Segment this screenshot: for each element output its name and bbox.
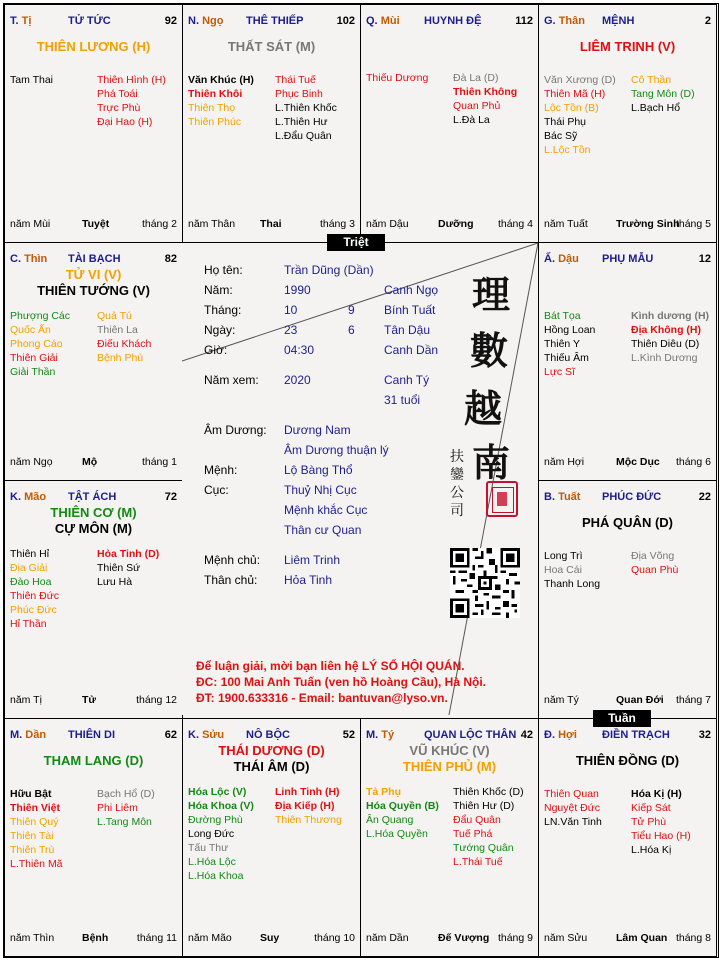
minor-star: Tuế Phá <box>453 828 493 840</box>
logo-char-3: 越 <box>464 386 503 431</box>
minor-star: L.Hóa Quyền <box>366 828 428 840</box>
palace-year: năm Mùi <box>10 218 51 230</box>
minor-star: Lưu Hà <box>97 576 133 588</box>
palace-number: 92 <box>164 15 177 27</box>
palace-number: 62 <box>164 729 177 741</box>
main-star: THIÊN ĐỒNG (D) <box>575 753 680 768</box>
hour-canchi: Canh Dần <box>384 343 439 357</box>
minor-star: Phục Binh <box>275 88 323 100</box>
year-label: Năm: <box>204 283 233 297</box>
palace-canchi: Đ. Hợi <box>544 729 577 741</box>
palace-name: TẬT ÁCH <box>68 491 117 503</box>
palace-name: HUYNH ĐỆ <box>424 15 482 27</box>
minor-star: Hỉ Thần <box>10 618 47 630</box>
minor-star: Thiên Quan <box>544 788 599 800</box>
logo-sub-4: 司 <box>450 503 464 519</box>
minor-star: L.Lộc Tồn <box>544 144 591 156</box>
minor-star: Hỏa Tinh (D) <box>97 548 160 560</box>
palace-month: tháng 6 <box>675 456 711 468</box>
minor-star: Nguyệt Đức <box>544 802 601 814</box>
minor-star: Tang Môn (D) <box>631 88 695 100</box>
palace-month: tháng 2 <box>141 218 177 230</box>
palace-ngo[interactable] <box>182 4 361 243</box>
palace-stage: Thai <box>260 218 282 230</box>
minor-star: Quan Phủ <box>453 100 501 112</box>
minor-star: L.Hóa Khoa <box>188 870 244 882</box>
palace-name: TỬ TỨC <box>68 15 111 27</box>
minor-star: Thiên La <box>97 324 138 336</box>
minor-star: Hóa Kị (H) <box>631 788 682 800</box>
minor-star: Văn Xương (D) <box>544 74 616 86</box>
main-star: THẤT SÁT (M) <box>227 39 316 54</box>
palace-year: năm Dần <box>366 932 409 944</box>
minor-star: Lộc Tồn (B) <box>544 102 599 114</box>
minor-star: Địa Võng <box>631 550 675 562</box>
minor-star: L.Kình Dương <box>631 352 698 364</box>
triet-marker: Triệt <box>327 234 385 251</box>
month-label: Tháng: <box>204 303 242 317</box>
minor-star: Phá Toái <box>97 88 138 100</box>
palace-hoi[interactable] <box>538 718 717 957</box>
logo-sub-1: 扶 <box>450 449 464 465</box>
month-value: 10 <box>284 303 298 317</box>
minor-star: L.Bạch Hổ <box>631 102 681 114</box>
day-lunar: 6 <box>348 323 355 337</box>
main-star: THIÊN TƯỚNG (V) <box>37 283 150 298</box>
minor-star: Thiên Khôi <box>188 88 243 100</box>
minor-star: Bác Sỹ <box>544 130 578 142</box>
palace-month: tháng 4 <box>497 218 533 230</box>
palace-number: 102 <box>336 15 355 27</box>
minor-star: Phong Cáo <box>10 338 63 350</box>
minor-star: Thiên Thọ <box>188 102 236 114</box>
hour-label: Giờ: <box>204 343 228 357</box>
palace-number: 82 <box>164 253 177 265</box>
menhchu-label: Mệnh chủ: <box>204 553 261 567</box>
month-lunar: 9 <box>348 303 355 317</box>
palace-month: tháng 10 <box>314 932 355 944</box>
palace-month: tháng 1 <box>141 456 177 468</box>
palace-than[interactable] <box>538 4 717 243</box>
minor-star: Quốc Ấn <box>10 324 51 336</box>
palace-name: THIÊN DI <box>68 729 116 741</box>
minor-star: Thiên Trù <box>10 844 55 856</box>
minor-star: Thanh Long <box>544 578 601 590</box>
palace-suu[interactable] <box>182 718 361 957</box>
palace-tuat[interactable] <box>538 480 717 719</box>
minor-star: Kình dương (H) <box>631 310 710 322</box>
palace-year: năm Tuất <box>544 218 588 230</box>
view-year-canchi: Canh Tý <box>384 373 430 387</box>
center-info-panel <box>182 243 538 715</box>
palace-canchi: N. Ngọ <box>188 15 224 27</box>
palace-canchi: B. Tuất <box>544 491 581 503</box>
minor-star: Thiên Không <box>453 86 518 98</box>
day-label: Ngày: <box>204 323 236 337</box>
minor-star: Văn Khúc (H) <box>188 74 254 86</box>
palace-year: năm Sửu <box>544 932 588 944</box>
palace-canchi: M. Dần <box>10 729 47 741</box>
main-star: THAM LANG (D) <box>43 753 144 768</box>
minor-star: Địa Giải <box>10 562 48 574</box>
minor-star: Tả Phụ <box>366 786 402 798</box>
main-star: TỬ VI (V) <box>65 267 122 282</box>
palace-number: 32 <box>698 729 711 741</box>
logo-sub-3: 公 <box>450 485 464 501</box>
minor-star: Phúc Đức <box>10 604 57 616</box>
view-year-label: Năm xem: <box>204 373 259 387</box>
minor-star: Hóa Lộc (V) <box>188 786 247 798</box>
minor-star: Thiên Y <box>544 338 580 350</box>
palace-stage: Suy <box>260 932 280 944</box>
minor-star: Cô Thần <box>631 74 672 86</box>
day-canchi: Tân Dậu <box>384 323 431 337</box>
menhchu-value: Liêm Trinh <box>284 553 341 567</box>
day-value: 23 <box>284 323 298 337</box>
minor-star: Hóa Khoa (V) <box>188 800 254 812</box>
minor-star: Đại Hao (H) <box>97 116 153 128</box>
palace-number: 52 <box>342 729 355 741</box>
palace-name: PHỤ MẪU <box>602 253 654 265</box>
palace-year: năm Thân <box>188 218 236 230</box>
palace-name: QUAN LỘC THÂN <box>424 729 517 741</box>
minor-star: Đường Phù <box>188 814 243 826</box>
menh-value: Lộ Bàng Thổ <box>284 463 353 477</box>
amduong-label: Âm Dương: <box>204 423 267 437</box>
thanchu-label: Thân chủ: <box>204 573 258 587</box>
minor-star: Thiếu Âm <box>544 352 589 364</box>
minor-star: L.Đẩu Quân <box>275 130 332 142</box>
minor-star: Thiên Hỉ <box>10 548 50 560</box>
palace-number: 2 <box>704 15 711 27</box>
palace-number: 112 <box>515 15 533 27</box>
minor-star: Thiên Mã (H) <box>544 88 606 100</box>
palace-ty[interactable] <box>360 718 539 957</box>
menh-label: Mệnh: <box>204 463 238 477</box>
palace-stage: Tử <box>82 694 97 706</box>
palace-thin[interactable] <box>4 242 183 481</box>
minor-star: Thiên Sứ <box>97 562 141 574</box>
minor-star: L.Hóa Kị <box>631 844 672 856</box>
minor-star: Ân Quang <box>366 814 414 826</box>
palace-canchi: K. Mão <box>10 491 47 503</box>
palace-name: MỆNH <box>602 15 635 27</box>
minor-star: L.Đà La <box>453 114 490 126</box>
minor-star: Thiên Tài <box>10 830 54 842</box>
minor-star: Trực Phù <box>97 102 141 114</box>
minor-star: L.Thiên Khốc <box>275 102 337 114</box>
palace-name: TÀI BẠCH <box>68 253 121 265</box>
contact-line-3: ĐT: 1900.633316 - Email: bantuvan@lyso.vn. <box>196 691 448 705</box>
name-label: Họ tên: <box>204 263 243 277</box>
minor-star: Địa Không (H) <box>631 324 701 336</box>
main-star: THÁI DƯƠNG (D) <box>218 743 325 758</box>
palace-year: năm Dậu <box>366 218 409 230</box>
age-value: 31 tuổi <box>384 393 421 407</box>
palace-stage: Quan Đới <box>616 694 664 706</box>
palace-name: PHÚC ĐỨC <box>602 491 662 503</box>
minor-star: Thiên Đức <box>10 590 60 602</box>
palace-dau[interactable] <box>538 242 717 481</box>
palace-name: ĐIỀN TRẠCH <box>602 729 670 741</box>
year-canchi: Canh Ngọ <box>384 283 439 297</box>
palace-canchi: K. Sửu <box>188 729 225 741</box>
main-star: THIÊN CƠ (M) <box>50 505 137 520</box>
tuan-marker: Tuần <box>593 710 651 727</box>
minor-star: L.Hóa Lộc <box>188 856 236 868</box>
palace-year: năm Tý <box>544 694 579 706</box>
palace-ti[interactable] <box>4 4 183 243</box>
cuc-label: Cục: <box>204 483 229 497</box>
minor-star: Thiên Việt <box>10 802 60 814</box>
minor-star: Linh Tinh (H) <box>275 786 340 798</box>
minor-star: Quan Phù <box>631 564 679 576</box>
palace-mui[interactable] <box>360 4 539 243</box>
palace-canchi: G. Thân <box>544 15 585 27</box>
palace-mao[interactable] <box>4 480 183 719</box>
minor-star: Thiên Thương <box>275 814 342 826</box>
palace-canchi: T. Tị <box>10 15 32 27</box>
minor-star: Thái Phụ <box>544 116 587 128</box>
palace-canchi: M. Tý <box>366 729 395 741</box>
minor-star: Thiên Hình (H) <box>97 74 166 86</box>
palace-year: năm Thìn <box>10 932 55 944</box>
palace-name: NÔ BỘC <box>246 729 290 741</box>
logo-sub-2: 鑾 <box>450 467 464 483</box>
minor-star: Hoa Cái <box>544 564 582 576</box>
minor-star: Hồng Loan <box>544 324 596 336</box>
palace-month: tháng 5 <box>675 218 711 230</box>
minor-star: Tướng Quân <box>453 842 514 854</box>
minor-star: Đào Hoa <box>10 576 52 588</box>
minor-star: L.Thiên Mã <box>10 858 63 870</box>
minor-star: Phi Liêm <box>97 802 138 814</box>
minor-star: Lực Sĩ <box>544 366 575 378</box>
minor-star: L.Thiên Hư <box>275 116 328 128</box>
minor-star: Hữu Bật <box>10 788 52 800</box>
palace-stage: Bệnh <box>82 932 109 944</box>
palace-canchi: Ấ. Dậu <box>544 253 579 265</box>
palace-dan[interactable] <box>4 718 183 957</box>
minor-star: Thiếu Dương <box>366 72 429 84</box>
contact-line-1: Để luận giải, mời bạn liên hệ LÝ SỐ HỘI QUÁN. <box>196 659 465 673</box>
minor-star: Đẩu Quân <box>453 814 501 826</box>
minor-star: Long Trì <box>544 550 583 562</box>
main-star: CỰ MÔN (M) <box>54 521 133 536</box>
palace-month: tháng 11 <box>136 932 177 944</box>
logo-char-4: 南 <box>472 440 511 485</box>
thanchu-value: Hỏa Tinh <box>284 573 333 587</box>
palace-year: năm Tị <box>10 694 42 706</box>
palace-month: tháng 9 <box>497 932 533 944</box>
minor-star: Tiểu Hao (H) <box>631 830 691 842</box>
minor-star: Tấu Thư <box>188 842 229 854</box>
palace-number: 42 <box>520 729 533 741</box>
minor-star: LN.Văn Tinh <box>544 816 602 828</box>
amduong-note: Âm Dương thuận lý <box>284 443 389 457</box>
contact-line-2: ĐC: 100 Mai Anh Tuấn (ven hồ Hoàng Cầu), Hà Nội. <box>196 675 487 689</box>
hour-value: 04:30 <box>284 343 315 357</box>
palace-month: tháng 3 <box>319 218 355 230</box>
logo-char-2: 數 <box>470 328 509 373</box>
minor-star: Hóa Quyền (B) <box>366 800 439 812</box>
palace-stage: Mộc Dục <box>616 456 660 468</box>
minor-star: Đà La (D) <box>453 72 499 84</box>
palace-name: THÊ THIẾP <box>246 15 304 27</box>
minor-star: Thiên Hư (D) <box>453 800 515 812</box>
minor-star: Thiên Diêu (D) <box>631 338 700 350</box>
palace-stage: Lâm Quan <box>616 932 668 944</box>
than-position: Thân cư Quan <box>284 523 362 537</box>
minor-star: Điếu Khách <box>97 338 152 350</box>
palace-canchi: Q. Mùi <box>366 15 400 27</box>
minor-star: Thái Tuế <box>275 74 316 86</box>
minor-star: Quả Tú <box>97 310 132 322</box>
main-star: THIÊN LƯƠNG (H) <box>36 39 151 54</box>
palace-month: tháng 7 <box>675 694 711 706</box>
palace-year: năm Mão <box>188 932 232 944</box>
minor-star: Bạch Hổ (D) <box>97 788 155 800</box>
palace-number: 22 <box>698 491 711 503</box>
logo-char-1: 理 <box>472 272 511 317</box>
palace-year: năm Ngọ <box>10 456 53 468</box>
name-value: Trần Dũng (Dần) <box>284 263 374 277</box>
palace-stage: Trường Sinh <box>616 218 680 230</box>
main-star: VŨ KHÚC (V) <box>409 743 490 758</box>
minor-star: Thiên Phúc <box>188 116 242 128</box>
palace-year: năm Hợi <box>544 456 585 468</box>
minor-star: Phượng Các <box>10 310 71 322</box>
minor-star: Long Đức <box>188 828 235 840</box>
minor-star: Bát Tọa <box>544 310 581 322</box>
palace-stage: Dưỡng <box>438 218 474 230</box>
main-star: PHÁ QUÂN (D) <box>582 515 673 530</box>
view-year-value: 2020 <box>284 373 311 387</box>
palace-stage: Đế Vượng <box>438 932 490 944</box>
palace-number: 12 <box>698 253 711 265</box>
palace-number: 72 <box>164 491 177 503</box>
cuc-relation: Mệnh khắc Cục <box>284 503 368 517</box>
minor-star: Thiên Quý <box>10 816 59 828</box>
minor-star: Kiếp Sát <box>631 802 671 814</box>
red-seal-stamp <box>486 481 518 517</box>
month-canchi: Bính Tuất <box>384 303 436 317</box>
minor-star: Tử Phù <box>631 816 667 828</box>
palace-canchi: C. Thìn <box>10 253 48 265</box>
main-star: LIÊM TRINH (V) <box>579 39 676 54</box>
qr-code[interactable] <box>450 548 520 618</box>
minor-star: Bệnh Phù <box>97 352 144 364</box>
palace-stage: Mộ <box>82 456 98 468</box>
minor-star: L.Thái Tuế <box>453 856 503 868</box>
palace-month: tháng 12 <box>136 694 177 706</box>
palace-stage: Tuyệt <box>82 218 110 230</box>
minor-star: Thiên Khốc (D) <box>453 786 524 798</box>
minor-star: Tam Thai <box>10 74 53 86</box>
amduong-value: Dương Nam <box>284 423 351 437</box>
year-value: 1990 <box>284 283 311 297</box>
palace-month: tháng 8 <box>675 932 711 944</box>
main-star: THIÊN PHỦ (M) <box>402 759 497 774</box>
main-star: THÁI ÂM (D) <box>233 759 310 774</box>
minor-star: L.Tang Môn <box>97 816 152 828</box>
cuc-value: Thuỷ Nhị Cục <box>284 483 357 497</box>
minor-star: Giải Thần <box>10 366 56 378</box>
minor-star: Thiên Giải <box>10 352 58 364</box>
minor-star: Địa Kiếp (H) <box>275 800 335 812</box>
